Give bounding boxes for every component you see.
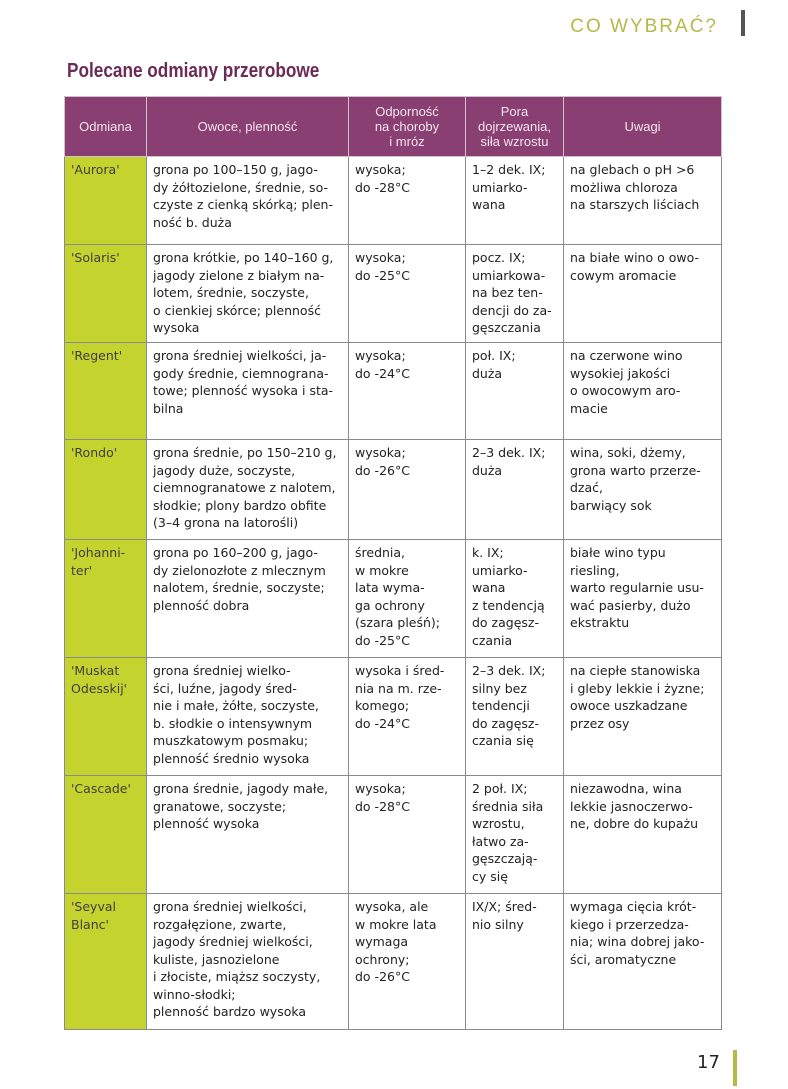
table-row xyxy=(65,540,722,658)
table-row xyxy=(65,894,722,1030)
fruit-cell: grona po 100–150 g, jago- dy żółtozielone, średnie, so- czyste z cienką skórką; plen- ność b. duża xyxy=(147,157,349,245)
varieties-table xyxy=(64,96,722,1030)
section-title: CO WYBRAĆ? xyxy=(570,16,718,37)
resistance-cell: wysoka; do -28°C xyxy=(349,776,466,894)
page-number: 17 xyxy=(697,1052,720,1073)
variety-name: 'Rondo' xyxy=(65,440,147,540)
notes-cell: wymaga cięcia krót- kiego i przerzedza- nia; wina dobrej jako- ści, aromatyczne xyxy=(564,894,722,1030)
variety-name: 'Muskat Odesskij' xyxy=(65,658,147,776)
variety-name: 'Cascade' xyxy=(65,776,147,894)
table-row xyxy=(65,440,722,540)
column-header-notes: Uwagi xyxy=(564,97,722,157)
fruit-cell: grona średniej wielko- ści, luźne, jagody śred- nie i małe, żółte, soczyste, b. słodkie o intensywnym muszkatowym posmaku; plenność średnio wysoka xyxy=(147,658,349,776)
fruit-cell: grona średniej wielkości, rozgałęzione, zwarte, jagody średniej wielkości, kuliste, jasnozielone i złociste, miąższ soczysty, winno-słodki; plenność bardzo wysoka xyxy=(147,894,349,1030)
ripening-cell: pocz. IX; umiarkowa- na bez ten- dencji do za- gęszczania xyxy=(466,245,564,343)
variety-name: 'Johanni- ter' xyxy=(65,540,147,658)
resistance-cell: wysoka, ale w mokre lata wymaga ochrony; do -26°C xyxy=(349,894,466,1030)
notes-cell: białe wino typu riesling, warto regularnie usu- wać pasierby, dużo ekstraktu xyxy=(564,540,722,658)
resistance-cell: wysoka i śred- nia na m. rze- komego; do -24°C xyxy=(349,658,466,776)
table-row xyxy=(65,157,722,245)
resistance-cell: wysoka; do -26°C xyxy=(349,440,466,540)
ripening-cell: poł. IX; duża xyxy=(466,343,564,440)
table-header-row xyxy=(65,97,722,157)
fruit-cell: grona po 160–200 g, jago- dy zielonozłote z mlecznym nalotem, średnie, soczyste; plenność dobra xyxy=(147,540,349,658)
ripening-cell: 2–3 dek. IX; duża xyxy=(466,440,564,540)
notes-cell: niezawodna, wina lekkie jasnoczerwo- ne, dobre do kupażu xyxy=(564,776,722,894)
resistance-cell: średnia, w mokre lata wyma- ga ochrony (szara pleśń); do -25°C xyxy=(349,540,466,658)
variety-name: 'Seyval Blanc' xyxy=(65,894,147,1030)
table-row xyxy=(65,776,722,894)
ripening-cell: IX/X; śred- nio silny xyxy=(466,894,564,1030)
table-row xyxy=(65,658,722,776)
fruit-cell: grona średniej wielkości, ja- gody średnie, ciemnograna- towe; plenność wysoka i sta- bilna xyxy=(147,343,349,440)
page-heading: Polecane odmiany przerobowe xyxy=(67,60,320,82)
column-header-fruit: Owoce, plenność xyxy=(147,97,349,157)
ripening-cell: 1–2 dek. IX; umiarko- wana xyxy=(466,157,564,245)
variety-name: 'Solaris' xyxy=(65,245,147,343)
fruit-cell: grona średnie, jagody małe, granatowe, soczyste; plenność wysoka xyxy=(147,776,349,894)
ripening-cell: 2–3 dek. IX; silny bez tendencji do zagęsz- czania się xyxy=(466,658,564,776)
notes-cell: na ciepłe stanowiska i gleby lekkie i żyzne; owoce uszkadzane przez osy xyxy=(564,658,722,776)
column-header-ripening: Pora dojrzewania, siła wzrostu xyxy=(466,97,564,157)
resistance-cell: wysoka; do -25°C xyxy=(349,245,466,343)
notes-cell: wina, soki, dżemy, grona warto przerze- dzać, barwiący sok xyxy=(564,440,722,540)
resistance-cell: wysoka; do -28°C xyxy=(349,157,466,245)
page-number-bar xyxy=(733,1050,737,1086)
section-divider-bar xyxy=(741,10,745,36)
resistance-cell: wysoka; do -24°C xyxy=(349,343,466,440)
ripening-cell: k. IX; umiarko- wana z tendencją do zagęsz- czania xyxy=(466,540,564,658)
variety-name: 'Regent' xyxy=(65,343,147,440)
ripening-cell: 2 poł. IX; średnia siła wzrostu, łatwo za- gęszczają- cy się xyxy=(466,776,564,894)
fruit-cell: grona krótkie, po 140–160 g, jagody zielone z białym na- lotem, średnie, soczyste, o cienkiej skórce; plenność wysoka xyxy=(147,245,349,343)
column-header-resistance: Odporność na choroby i mróz xyxy=(349,97,466,157)
fruit-cell: grona średnie, po 150–210 g, jagody duże, soczyste, ciemnogranatowe z nalotem, słodkie; plony bardzo obfite (3–4 grona na latorośli) xyxy=(147,440,349,540)
column-header-variety: Odmiana xyxy=(65,97,147,157)
notes-cell: na czerwone wino wysokiej jakości o owocowym aro- macie xyxy=(564,343,722,440)
table-row xyxy=(65,343,722,440)
variety-name: 'Aurora' xyxy=(65,157,147,245)
notes-cell: na glebach o pH >6 możliwa chloroza na starszych liściach xyxy=(564,157,722,245)
table-row xyxy=(65,245,722,343)
notes-cell: na białe wino o owo- cowym aromacie xyxy=(564,245,722,343)
